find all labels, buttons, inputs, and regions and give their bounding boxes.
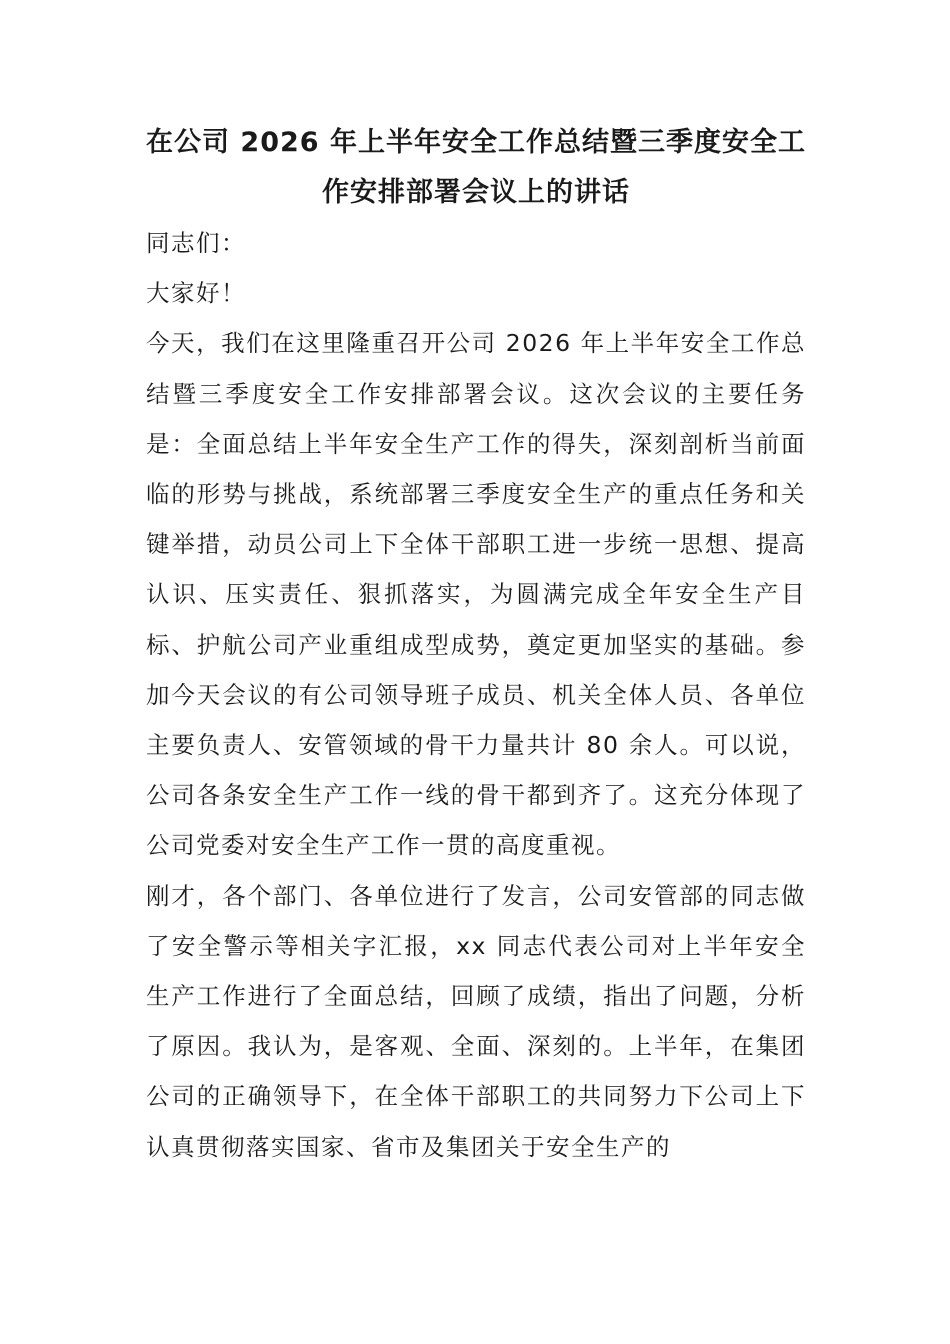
body-paragraph-1: 今天，我们在这里隆重召开公司 2026 年上半年安全工作总结暨三季度安全工作安排部署会议。这次会议的主要任务是：全面总结上半年安全生产工作的得失，深刻剖析当前面临的形势与挑战，系统部署三季度安全生产的重点任务和关键举措，动员公司上下全体干部职工进一步统一思想、提高认识、压实责任、狠抓落实，为圆满完成全年安全生产目标、护航公司产业重组成型成势，奠定更加坚实的基础。参加今天会议的有公司领导班子成员、机关全体人员、各单位主要负责人、安管领域的骨干力量共计 80 余人。可以说，公司各条安全生产工作一线的骨干都到齐了。这充分体现了公司党委对安全生产工作一贯的高度重视。 [146, 329, 806, 860]
document-page [146, 118, 806, 1172]
title-line-2: 作安排部署会议上的讲话 [322, 177, 630, 208]
title-line-1: 在公司 2026 年上半年安全工作总结暨三季度安全工 [146, 127, 806, 158]
body-paragraph-2: 刚才，各个部门、各单位进行了发言，公司安管部的同志做了安全警示等相关字汇报，xx 同志代表公司对上半年安全生产工作进行了全面总结，回顾了成绩，指出了问题，分析了原因。我认为，是客观、全面、深刻的。上半年，在集团公司的正确领导下，在全体干部职工的共同努力下公司上下认真贯彻落实国家、省市及集团关于安全生产的 [146, 881, 806, 1161]
salutation: 同志们： [146, 229, 246, 257]
document-title [146, 118, 806, 218]
greeting: 大家好！ [146, 279, 246, 308]
